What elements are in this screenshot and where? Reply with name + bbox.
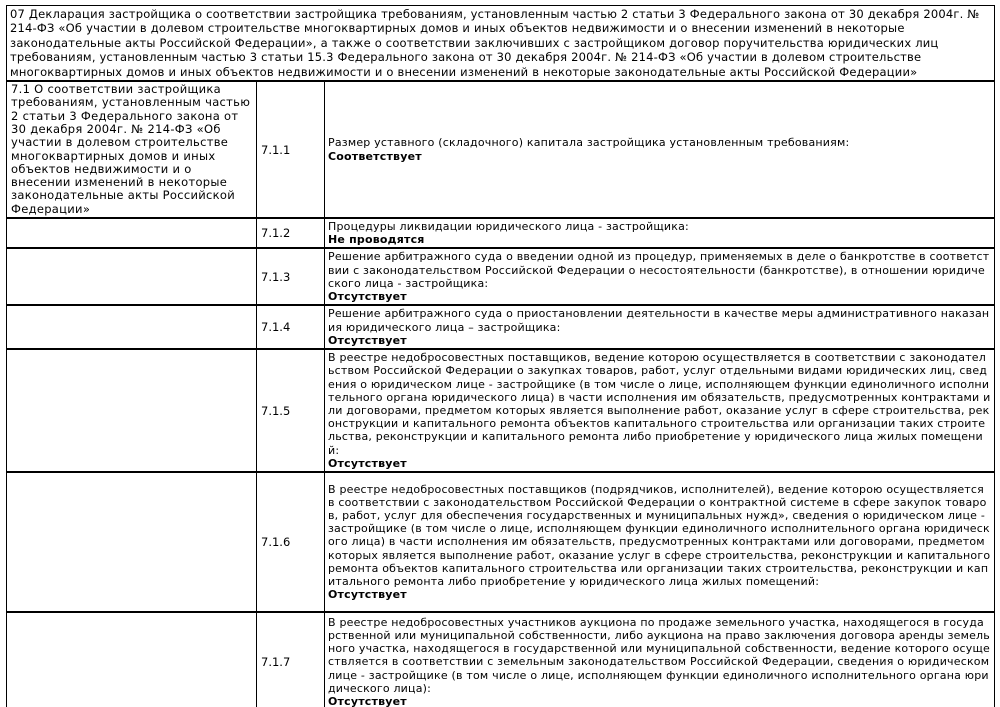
table-row — [7, 248, 995, 305]
declaration-table — [6, 5, 995, 707]
section-title-cell-empty — [7, 248, 257, 305]
table-header-row — [7, 6, 995, 82]
row-code: 7.1.6 — [257, 472, 325, 612]
row-answer: Отсутствует — [328, 456, 407, 470]
declaration-header: 07 Декларация застройщика о соответствии застройщика требованиям, установленным частью 2 статьи 3 Федерального закона от 30 декабря 2004г. № 214-ФЗ «Об участии в долевом строительстве многоквартирных домов и иных объектов недвижимости и о внесении изменений в некоторые законодательные акты Российской Федерации», а также о соответствии заключивших с застройщиком договор поручительства юридических лиц требованиям, установленным частью 3 статьи 15.3 Федерального закона от 30 декабря 2004г. № 214-ФЗ «Об участии в долевом строительстве многоквартирных домов и иных объектов недвижимости и о внесении изменений в некоторые законодательные акты Российской Федерации» — [7, 6, 995, 82]
row-question: В реестре недобросовестных поставщиков (подрядчиков, исполнителей), ведение которою осуществляется в соответствии с законодательством Российской Федерации о контрактной системе в сфере закупок товаров, работ, услуг для обеспечения государственных и муниципальных нужд», сведения о юридическом лице - застройщике (в том числе о лице, исполняющем функции единоличного исполнительного органа юридического лица) в части исполнения им обязательств, предусмотренных контрактами или договорами, предметом которых является выполнение работ, оказание услуг в сфере строительства, реконструкции и капитального ремонта объектов капитального строительства или организации таких строительства, реконструкции и капитального ремонта либо приобретение у юридического лица жилых помещений: — [328, 482, 991, 589]
table-row — [7, 349, 995, 472]
row-answer: Отсутствует — [328, 695, 407, 707]
row-code: 7.1.1 — [257, 81, 325, 218]
row-answer: Соответствует — [328, 149, 422, 163]
section-title-cell-empty — [7, 218, 257, 248]
table-row — [7, 472, 995, 612]
section-title-cell-empty — [7, 349, 257, 472]
row-question: Процедуры ликвидации юридического лица - застройщика: — [328, 220, 689, 233]
section-title-cell-empty — [7, 612, 257, 707]
row-content-cell — [325, 349, 995, 472]
row-content-cell — [325, 305, 995, 349]
table-row — [7, 612, 995, 707]
row-code: 7.1.4 — [257, 305, 325, 349]
row-answer: Не проводятся — [328, 233, 425, 247]
row-content-cell — [325, 218, 995, 248]
row-answer: Отсутствует — [328, 333, 407, 347]
row-content-cell — [325, 81, 995, 218]
section-title-cell: 7.1 О соответствии застройщика требованиям, установленным частью 2 статьи 3 Федерального закона от 30 декабря 2004г. № 214-ФЗ «Об участии в долевом строительстве многоквартирных домов и иных объектов недвижимости и о внесении изменений в некоторые законодательные акты Российской Федерации» — [7, 81, 257, 218]
row-code: 7.1.3 — [257, 248, 325, 305]
row-question: Размер уставного (складочного) капитала застройщика установленным требованиям: — [328, 136, 850, 150]
table-row — [7, 305, 995, 349]
row-question: Решение арбитражного суда о введении одной из процедур, применяемых в деле о банкротстве в соответствии с законодательством Российской Федерации о несостоятельности (банкротстве), в отношении юридического лица - застройщика: — [328, 250, 990, 290]
row-code: 7.1.5 — [257, 349, 325, 472]
section-title-cell-empty — [7, 305, 257, 349]
row-answer: Отсутствует — [328, 290, 407, 304]
section-title-cell-empty — [7, 472, 257, 612]
row-content-cell — [325, 248, 995, 305]
row-question: В реестре недобросовестных поставщиков, ведение которою осуществляется в соответствии с законодательством Российской Федерации о закупках товаров, работ, услуг отдельными видами юридических лиц, сведения о юридическом лице - застройщике (в том числе о лице, исполняющем функции единоличного исполнительного органа юридического лица) в части исполнения им обязательств, предусмотренных контрактами или договорами, предметом которых является выполнение работ, оказание услуг в сфере строительства, реконструкции и капитального ремонта объектов капитального строительства или организации таких строительства, реконструкции и капитального ремонта либо приобретение у юридического лица жилых помещений: — [328, 351, 991, 457]
row-question: Решение арбитражного суда о приостановлении деятельности в качестве меры административного наказания юридического лица – застройщика: — [328, 307, 990, 334]
row-content-cell — [325, 612, 995, 707]
row-question: В реестре недобросовестных участников аукциона по продаже земельного участка, находящегося в государственной или муниципальной собственности, либо аукциона на право заключения договора аренды земельного участка, находящегося в государственной или муниципальной собственности, ведение которого осуществляется в соответствии с земельным законодательством Российской Федерации, сведения о юридическом лице - застройщике (в том числе о лице, исполняющем функции единоличного исполнительного органа юридического лица): — [328, 615, 991, 695]
row-content-cell — [325, 472, 995, 612]
row-answer: Отсутствует — [328, 588, 407, 602]
row-code: 7.1.7 — [257, 612, 325, 707]
table-row — [7, 218, 995, 248]
row-code: 7.1.2 — [257, 218, 325, 248]
table-row — [7, 81, 995, 218]
